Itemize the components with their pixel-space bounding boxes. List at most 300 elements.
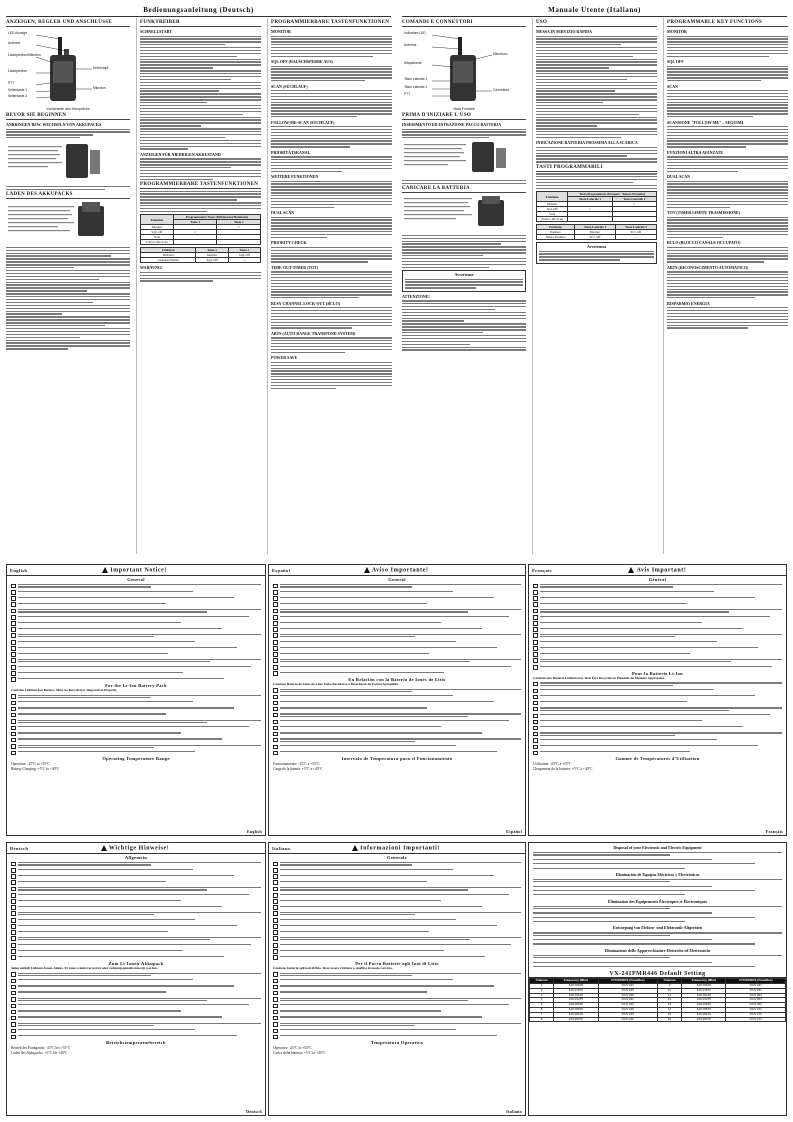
checkbox-bullet-icon: [11, 640, 16, 645]
text-line: [140, 99, 261, 103]
list-item: [533, 640, 782, 645]
checkbox-bullet-icon: [533, 745, 538, 750]
disposal-heading: Disposal of your Electronic and Electric Equipment: [613, 845, 702, 850]
table-cell: 8: [530, 1017, 554, 1022]
checkbox-bullet-icon: [533, 652, 538, 657]
table-cell: Monitor: [575, 230, 616, 235]
list-item: [533, 646, 782, 651]
notice-panel: [6, 564, 266, 836]
battery-illustration-icon: [402, 140, 526, 174]
checkbox-bullet-icon: [11, 1016, 16, 1021]
box-title: Avvertenze: [454, 272, 474, 278]
list-item: [273, 712, 521, 718]
list-item: [533, 858, 782, 861]
checkbox-bullet-icon: [11, 719, 16, 724]
checkbox-bullet-icon: [273, 646, 278, 651]
table-cell: ✓: [612, 202, 656, 207]
table-header: Tasto Programmato (Premere / Tenere Premuto): [568, 192, 657, 197]
table-header: Tasto Laterale 1: [575, 225, 616, 230]
temp-operation: Utilisation: -25°C à +55°C: [533, 762, 572, 767]
text-line: [667, 77, 788, 81]
function-heading: ARTS (AUTO RANGE TRANSPOND SYSTEM): [271, 330, 356, 336]
list-item: [273, 1034, 521, 1039]
section-title: Per il Pacco Batterie agli Ioni di Litio: [355, 960, 439, 966]
section-title: Operating Temperature Range: [102, 756, 170, 762]
table-cell: 13: [657, 1003, 681, 1008]
text-line: [6, 186, 130, 190]
checkbox-bullet-icon: [11, 955, 16, 960]
notice-panel: [6, 842, 266, 1116]
text-line: [402, 335, 526, 339]
table-cell: DCS 047: [726, 983, 786, 988]
text-line: [6, 287, 130, 291]
table-cell: DCS 036: [598, 1007, 657, 1012]
text-line: [6, 129, 130, 133]
list-item: [533, 965, 782, 968]
checkbox-bullet-icon: [273, 695, 278, 700]
table-row: [537, 230, 657, 235]
table-cell: 2: [530, 988, 554, 993]
text-line: [667, 222, 788, 226]
checkbox-bullet-icon: [11, 665, 16, 670]
section-title: Betriebstemperaturbereich: [106, 1040, 166, 1046]
bullet-list: [7, 689, 265, 693]
checkbox-bullet-icon: [11, 751, 16, 756]
section-heading: PROGRAMMIERBARE TASTENFUNKTIONEN: [271, 20, 392, 27]
list-item: [11, 1028, 261, 1033]
list-item: [273, 652, 521, 657]
text-line: [271, 362, 392, 366]
text-line: [402, 241, 526, 245]
list-item: [11, 886, 261, 892]
list-item: [11, 712, 261, 717]
table-cell: 446.00625: [554, 983, 598, 988]
table-header: Channel: [657, 979, 681, 984]
text-line: [271, 307, 392, 311]
subsection-heading: INSERIMENTO ED ESTRAZIONE PACCO BATTERIA: [402, 122, 502, 127]
text-line: [271, 319, 392, 323]
list-item: [11, 930, 261, 935]
checkbox-bullet-icon: [533, 714, 538, 719]
list-item: [533, 652, 782, 657]
checkbox-bullet-icon: [533, 602, 538, 607]
callout-speaker: Lautsprecher: [8, 69, 28, 73]
list-item: [273, 640, 521, 645]
text-line: [271, 156, 392, 160]
text-line: [667, 126, 788, 130]
list-item: [273, 905, 521, 910]
list-item: [533, 851, 782, 857]
table-cell: Monitor: [141, 225, 174, 230]
table-cell: SCL Off: [575, 235, 616, 240]
text-line: [6, 328, 130, 332]
callout-ptt: PTT: [404, 92, 411, 96]
checkbox-bullet-icon: [11, 671, 16, 676]
notes-box: [402, 270, 526, 292]
text-line: [6, 247, 130, 251]
table-cell: 446.00625: [682, 983, 726, 988]
list-item: [11, 942, 261, 947]
column-2: [136, 18, 261, 554]
checkbox-bullet-icon: [11, 918, 16, 923]
text-line: [271, 234, 392, 238]
list-item: [11, 731, 261, 736]
table-cell: 11: [657, 993, 681, 998]
list-item: [11, 602, 261, 607]
checkbox-bullet-icon: [273, 609, 278, 614]
table-row: [141, 240, 261, 245]
list-item: [533, 677, 782, 681]
checkbox-bullet-icon: [11, 943, 16, 948]
table-cell: Gedrückt Halten: [141, 258, 196, 263]
list-item: [533, 862, 782, 865]
checkbox-bullet-icon: [11, 732, 16, 737]
list-item: [273, 861, 521, 867]
list-item: [273, 725, 521, 730]
checkbox-bullet-icon: [533, 609, 538, 614]
text-line: [271, 204, 392, 208]
notice-header: [529, 565, 786, 576]
notice-title: [364, 567, 429, 573]
checkbox-bullet-icon: [273, 707, 278, 712]
checkbox-bullet-icon: [11, 627, 16, 632]
checkbox-bullet-icon: [273, 665, 278, 670]
checkbox-bullet-icon: [273, 671, 278, 676]
table-cell: [173, 240, 217, 245]
list-item: [273, 602, 521, 607]
manual-title: Bedienungsanleitung (Deutsch): [6, 6, 391, 17]
battery-caps-text: Akku enthält Lithium-Ionen-Akkus. Er muss wiederverwertet oder ordnungsgemäß entsorgt werden.: [11, 965, 158, 970]
table-cell: 15: [657, 1012, 681, 1017]
list-item: [533, 627, 782, 632]
text-line: [402, 252, 526, 256]
checkbox-bullet-icon: [273, 596, 278, 601]
list-item: [273, 978, 521, 983]
list-item: [11, 1003, 261, 1008]
list-item: [11, 700, 261, 705]
checkbox-bullet-icon: [11, 1029, 16, 1034]
text-line: [271, 283, 392, 287]
checkbox-bullet-icon: [273, 713, 278, 718]
function-heading: TOT (TIMER LIMITE TRASMISSIONE): [667, 210, 741, 216]
channel-table: [529, 978, 786, 1022]
text-line: [536, 82, 657, 86]
section-heading: TASTI PROGRAMMABILI: [536, 165, 657, 172]
notice-title: [352, 845, 440, 851]
text-line: [667, 186, 788, 190]
text-line: [539, 251, 654, 255]
disposal-heading: Élimination des Équipements Électriques et Électroniques: [607, 898, 708, 904]
list-item: [533, 954, 782, 960]
checkbox-bullet-icon: [11, 1010, 16, 1015]
table-cell: DCS 032: [598, 1003, 657, 1008]
text-line: [140, 158, 261, 162]
warning-heading: WARNUNG!: [140, 265, 163, 271]
language-label: Français: [532, 567, 552, 573]
callout-speaker-mic: Lautsprecher/Mikrofon: [8, 53, 41, 57]
table-header: Channel: [530, 979, 554, 984]
text-line: [667, 319, 788, 323]
table-header: Frequency (MHz): [682, 979, 726, 984]
list-item: [273, 583, 521, 589]
text-line: [536, 158, 657, 162]
list-item: [273, 683, 521, 687]
list-item: [11, 583, 261, 589]
text-line: [667, 71, 788, 75]
list-item: [533, 596, 782, 601]
checkbox-bullet-icon: [11, 658, 16, 663]
text-line: [271, 162, 392, 166]
checkbox-bullet-icon: [11, 646, 16, 651]
text-line: [140, 93, 261, 97]
function-heading: WEITERE FUNKTIONEN: [271, 174, 319, 180]
list-item: [273, 646, 521, 651]
text-line: [536, 134, 657, 138]
table-cell: 446.08125: [682, 1012, 726, 1017]
section-title: General: [388, 577, 406, 582]
language-label: Deutsch: [10, 845, 29, 851]
list-item: [11, 1015, 261, 1020]
table-row: [537, 217, 657, 222]
text-line: [536, 59, 657, 63]
table-cell: [568, 217, 612, 222]
table-cell: Drücken: [141, 253, 196, 258]
default-setting-title: VX-241PMR446 Default Setting: [529, 971, 786, 978]
text-line: [536, 117, 657, 121]
callout-ptt: PTT: [8, 81, 15, 85]
table-cell: 446.05625: [554, 1003, 598, 1008]
column-3: [267, 18, 392, 554]
text-line: [667, 271, 788, 275]
text-line: [140, 176, 261, 180]
text-line: [402, 306, 526, 310]
text-line: [140, 208, 261, 212]
list-item: [533, 942, 782, 945]
text-line: [6, 276, 130, 280]
text-line: [405, 279, 523, 283]
checkbox-bullet-icon: [273, 924, 278, 929]
table-cell: 9: [657, 983, 681, 988]
section-title: Generale: [387, 855, 407, 860]
checkbox-bullet-icon: [533, 707, 538, 712]
text-line: [271, 36, 392, 40]
list-item: [533, 664, 782, 669]
checkbox-bullet-icon: [273, 862, 278, 867]
disposal-and-defaults: [528, 842, 787, 1116]
section-heading: PROGRAMMIERBARE TASTENFUNKTIONEN: [140, 182, 261, 189]
text-block: [529, 878, 786, 897]
checkbox-bullet-icon: [533, 689, 538, 694]
list-item: [273, 1021, 521, 1027]
table-cell: 7: [530, 1012, 554, 1017]
callout-mic: Mikrofon: [93, 86, 106, 90]
text-line: [140, 146, 261, 150]
subsection-heading: ANBRINGEN BZW. WECHSELN VON AKKUPACKS: [6, 122, 102, 127]
table-cell: 6: [530, 1007, 554, 1012]
checkbox-bullet-icon: [273, 726, 278, 731]
list-item: [11, 750, 261, 755]
list-item: [533, 706, 782, 712]
list-item: [273, 731, 521, 736]
bullet-list: [7, 967, 265, 971]
text-line: [667, 168, 788, 172]
text-line: [667, 132, 788, 136]
bullet-list: [269, 972, 525, 1040]
text-line: [667, 217, 788, 221]
checkbox-bullet-icon: [273, 621, 278, 626]
text-line: [271, 349, 392, 353]
list-item: [11, 633, 261, 639]
checkbox-bullet-icon: [273, 930, 278, 935]
language-label: Español: [272, 567, 291, 573]
notice-panel: [268, 564, 526, 836]
list-item: [11, 718, 261, 724]
list-item: [11, 861, 261, 867]
table-header: Funktion: [141, 215, 174, 225]
text-line: [402, 341, 526, 345]
list-item: [273, 737, 521, 743]
manual-page: [6, 6, 787, 1116]
text-line: [667, 253, 788, 257]
subsection-heading: INDICAZIONE BATTERIA PROSSIMA ALLA SCARICA: [536, 140, 638, 146]
battery-caps-text: Contiene batteria agli ioni di litio. Deve essere riciclata o smaltita in modo corretto.: [273, 965, 393, 970]
default-key-table: [140, 247, 261, 263]
table-cell: Premere: [537, 230, 575, 235]
text-line: [667, 41, 788, 45]
list-item: [273, 918, 521, 923]
callout-side-2: Seitentaste 2: [8, 94, 28, 98]
function-heading: SCANSIONE "FOLLOW-ME" – SEGUIMI: [667, 119, 744, 125]
checkbox-bullet-icon: [533, 615, 538, 620]
section-heading: PROGRAMMABLE KEY FUNCTIONS: [667, 20, 788, 27]
text-line: [6, 134, 130, 138]
list-item: [11, 924, 261, 929]
text-line: [140, 134, 261, 138]
checkbox-bullet-icon: [11, 887, 16, 892]
disposal-heading: Eliminación de Equipos Eléctricos y Electrónicos: [615, 871, 700, 877]
callout-speaker: Altoparlante: [404, 61, 422, 65]
table-cell: DCS 054: [726, 998, 786, 1003]
table-header: Funzione: [537, 225, 575, 230]
temp-charging: Laden des Akkupacks: +5°C bis +40°C: [11, 1050, 68, 1055]
charger-illustration-icon: [6, 200, 130, 240]
text-line: [140, 41, 261, 45]
notice-title-text: Informazioni Importanti!: [360, 845, 441, 852]
checkbox-bullet-icon: [11, 590, 16, 595]
list-item: [273, 608, 521, 614]
text-line: [271, 138, 392, 142]
list-item: [11, 955, 261, 960]
table-header: Tasto Laterale 1: [568, 197, 612, 202]
text-line: [140, 64, 261, 68]
list-item: [11, 949, 261, 954]
list-item: [533, 621, 782, 626]
table-header: Frequency (MHz): [554, 979, 598, 984]
section-title: Allgemein: [124, 855, 148, 860]
checkbox-bullet-icon: [273, 1035, 278, 1040]
checkbox-bullet-icon: [273, 590, 278, 595]
table-cell: 10: [657, 988, 681, 993]
column-3: [663, 18, 788, 554]
text-line: [536, 153, 657, 157]
list-item: [273, 1028, 521, 1033]
list-item: [533, 750, 782, 755]
section-title: Gamme de Températures d'Utilisation: [615, 756, 700, 762]
text-line: [271, 373, 392, 377]
text-line: [402, 264, 526, 268]
table-cell: 446.05625: [682, 1003, 726, 1008]
text-line: [536, 41, 657, 45]
section-heading: ANZEIGEN, REGLER UND ANSCHLÜSSE: [6, 20, 130, 27]
table-cell: Scan: [537, 212, 568, 217]
checkbox-bullet-icon: [533, 627, 538, 632]
section-title: General: [127, 577, 145, 582]
text-line: [6, 322, 130, 326]
checkbox-bullet-icon: [11, 609, 16, 614]
checkbox-bullet-icon: [273, 979, 278, 984]
list-item: [11, 664, 261, 669]
text-line: [667, 156, 788, 160]
text-line: [667, 143, 788, 147]
charger-illustration-icon: [402, 194, 526, 228]
checkbox-bullet-icon: [11, 701, 16, 706]
callout-led: LED Anzeige: [8, 31, 28, 35]
bullet-list: [269, 687, 525, 755]
list-item: [533, 658, 782, 664]
temp-charging: Battery Charging: +5°C to +40°C: [11, 766, 60, 771]
table-header: Tasto Laterale 2: [616, 225, 657, 230]
function-heading: SQL OFF: [667, 59, 684, 65]
text-line: [140, 47, 261, 51]
text-line: [402, 134, 526, 138]
text-line: [271, 186, 392, 190]
text-line: [140, 170, 261, 174]
list-item: [533, 590, 782, 595]
checkbox-bullet-icon: [533, 640, 538, 645]
checkbox-bullet-icon: [273, 602, 278, 607]
checkbox-bullet-icon: [533, 682, 538, 687]
notice-title-text: Avis Important!: [636, 567, 687, 574]
text-line: [402, 323, 526, 327]
language-label: Italiano: [272, 845, 291, 851]
list-item: [11, 893, 261, 898]
text-line: [402, 300, 526, 304]
checkbox-bullet-icon: [11, 979, 16, 984]
footer-language: Français: [765, 829, 783, 834]
text-line: [140, 88, 261, 92]
list-item: [11, 621, 261, 626]
checkbox-bullet-icon: [11, 899, 16, 904]
function-heading: POWER SAVE: [271, 355, 298, 361]
checkbox-bullet-icon: [11, 930, 16, 935]
text-line: [271, 253, 392, 257]
table-cell: SQL Off: [196, 258, 228, 263]
list-item: [273, 924, 521, 929]
notice-title: [628, 567, 686, 573]
list-item: [273, 1003, 521, 1008]
text-line: [6, 345, 130, 349]
checkbox-bullet-icon: [533, 751, 538, 756]
text-line: [140, 76, 261, 80]
text-line: [140, 53, 261, 57]
battery-caps-text: Contiene Batería de Iones de Litio. Debe Reciclarse o Desecharse de Forma Apropiada.: [273, 681, 399, 686]
list-item: [273, 886, 521, 892]
text-line: [667, 307, 788, 311]
table-cell: [612, 217, 656, 222]
checkbox-bullet-icon: [533, 701, 538, 706]
bullet-list: [269, 683, 525, 687]
diagram-caption: Vista Frontale: [453, 107, 475, 111]
